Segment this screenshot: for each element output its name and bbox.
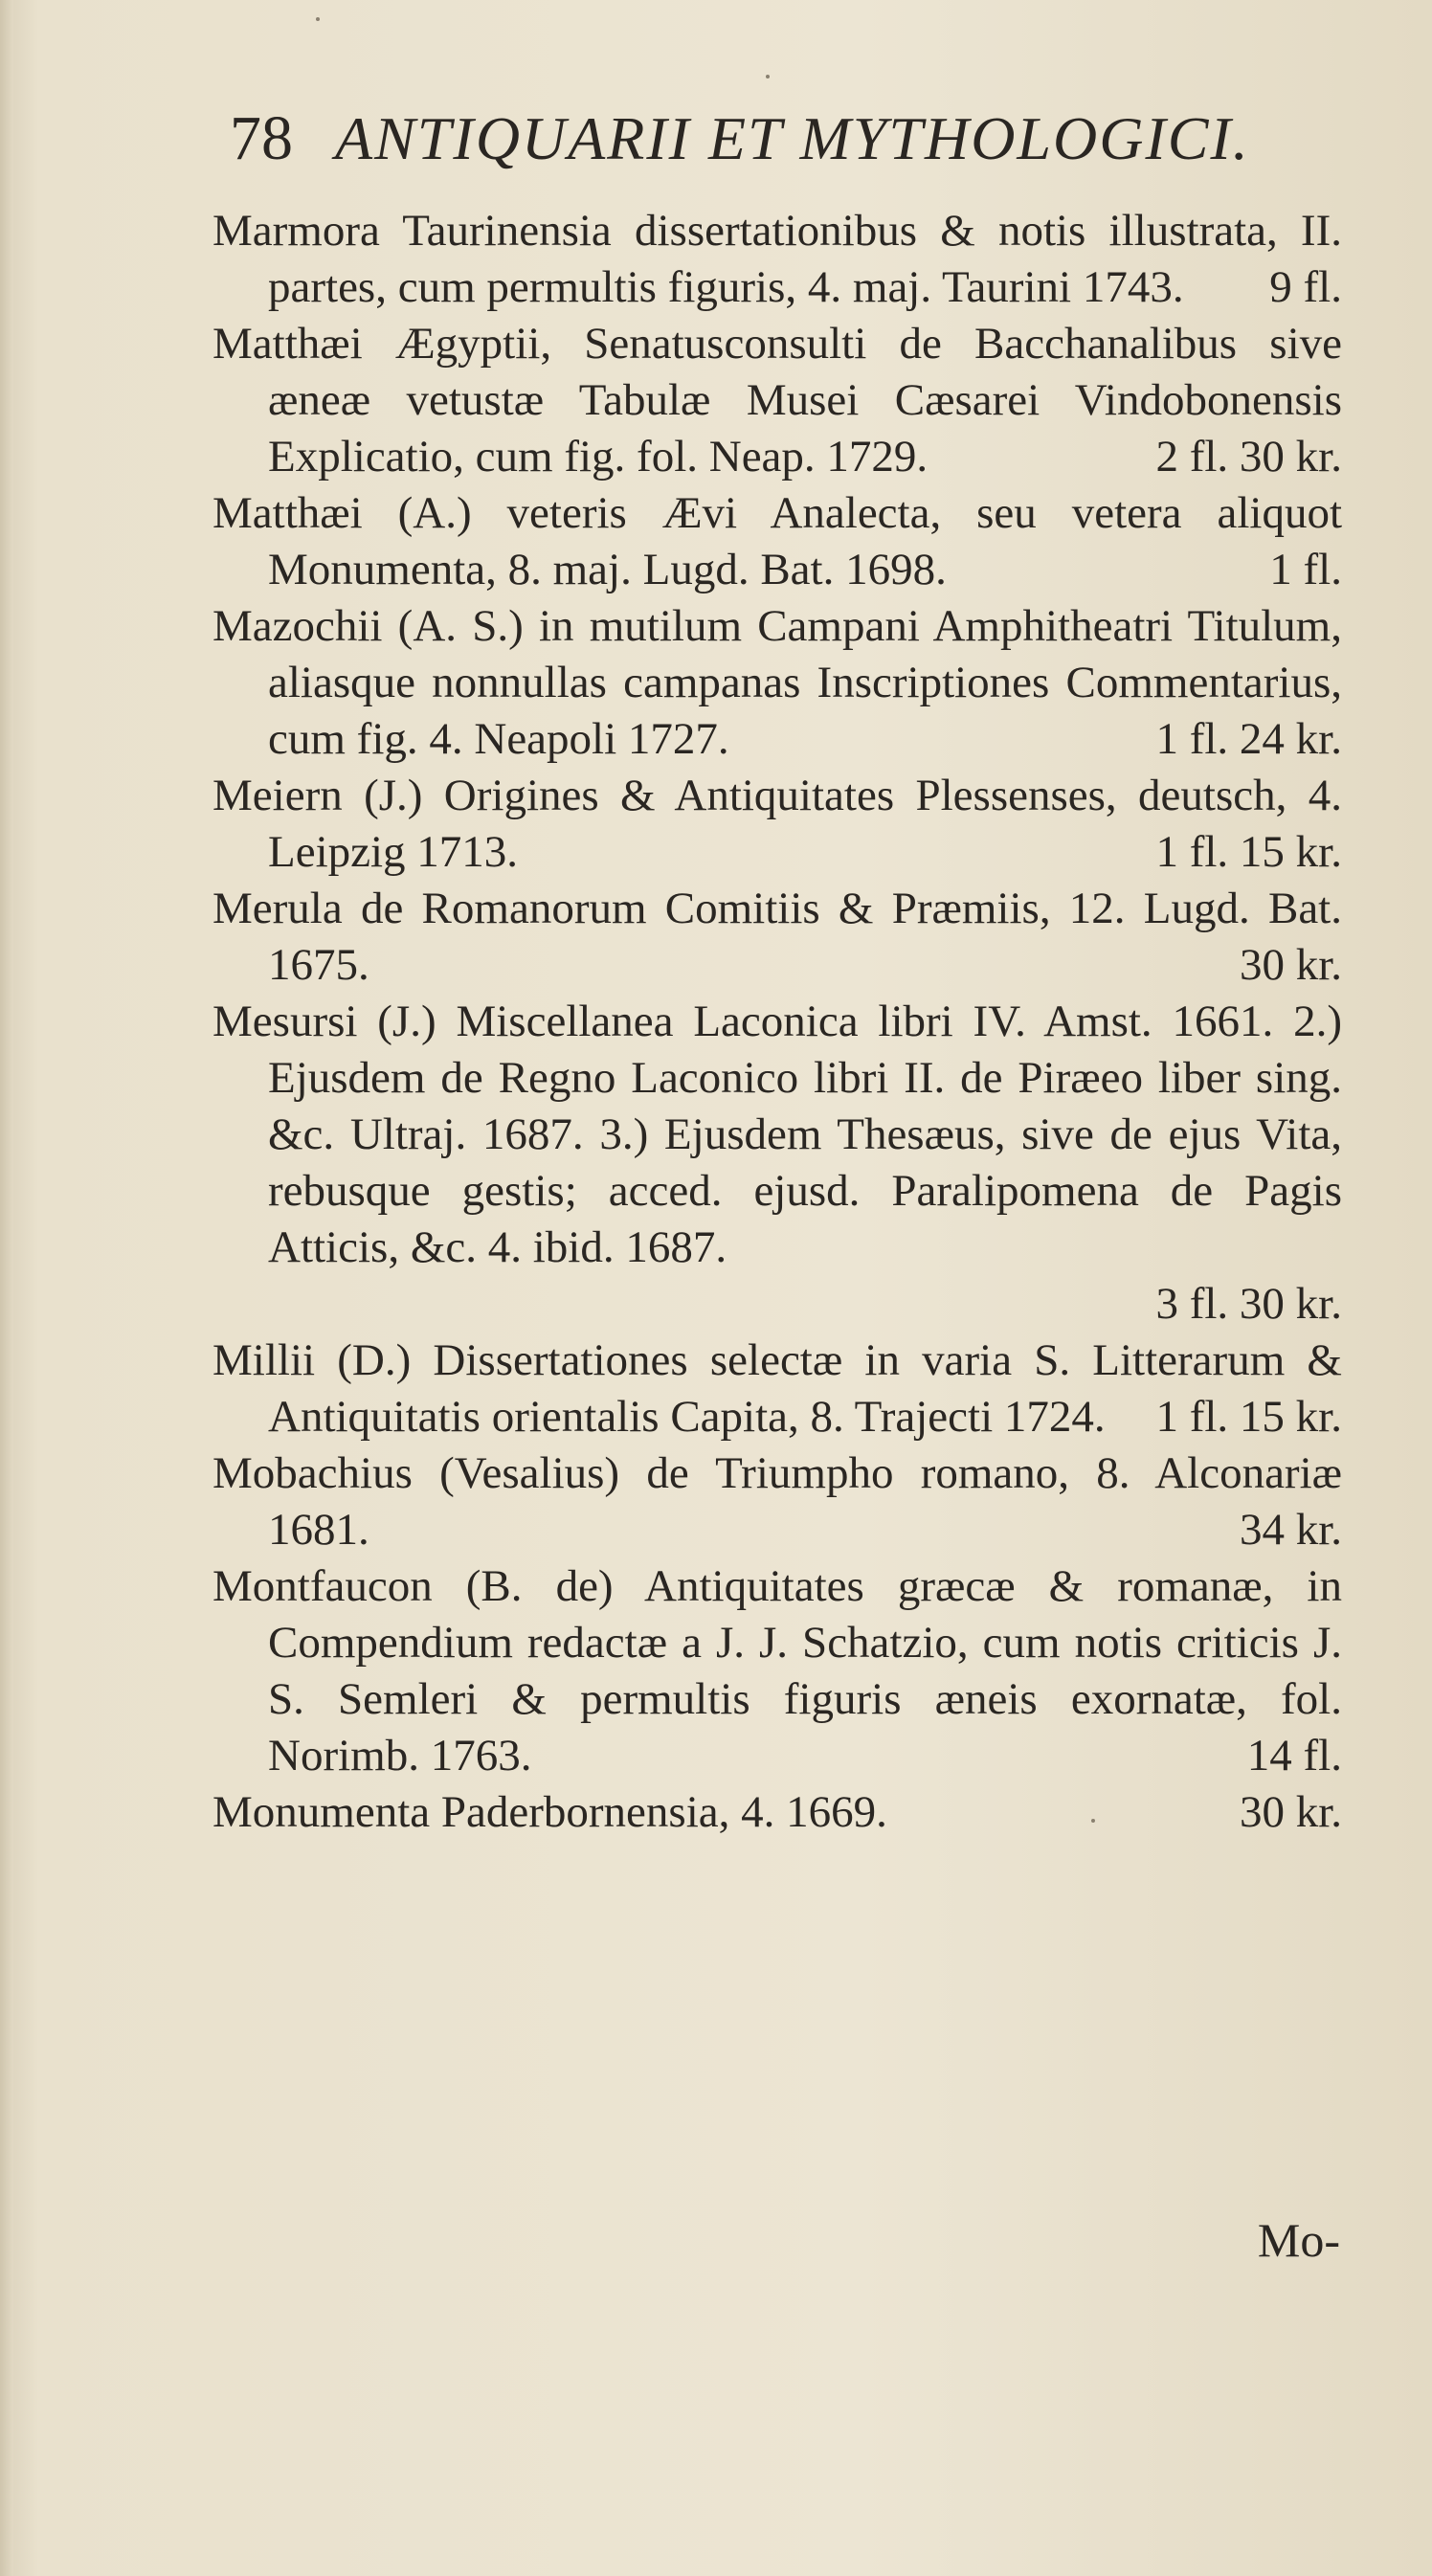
page-gutter (0, 0, 13, 2576)
entry-price: 30 kr. (1239, 940, 1342, 990)
catalog-entry (213, 1445, 1342, 1558)
paper-speck (1091, 1819, 1095, 1823)
entry-price: 30 kr. (1239, 1787, 1342, 1837)
entry-text: Monumenta Paderbornensia, 4. 1669. (213, 1787, 887, 1837)
entry-text: Mobachius (Vesalius) de Triumpho romano, 8. Alconariæ 1681. (213, 1448, 1342, 1555)
catalog-entry (213, 485, 1342, 598)
entry-price: 3 fl. 30 kr. (1155, 1279, 1342, 1329)
catalog-entry (213, 1333, 1342, 1445)
paper-speck (316, 17, 320, 21)
entry-price: 34 kr. (1239, 1505, 1342, 1555)
entry-text: Millii (D.) Dissertationes selectæ in varia S. Litterarum & Antiquitatis orientalis Capita, 8. Trajecti 1724. (213, 1335, 1342, 1442)
entry-text: Meiern (J.) Origines & Antiquitates Plessenses, deutsch, 4. Leipzig 1713. (213, 771, 1342, 877)
page-number: 78 (230, 103, 293, 173)
entry-price: 14 fl. (1246, 1731, 1342, 1781)
entry-price: 1 fl. 15 kr. (1155, 1392, 1342, 1442)
catalog-entries (213, 203, 1342, 1841)
entry-text: Mazochii (A. S.) in mutilum Campani Amphitheatri Titulum, aliasque nonnullas campanas Inscriptiones Commentarius, cum fig. 4. Neapoli 1727. (213, 601, 1342, 764)
entry-text: Mesursi (J.) Miscellanea Laconica libri IV. Amst. 1661. 2.) Ejusdem de Regno Laconico libri II. de Piræeo liber sing. &c. Ultraj. 1687. 3.) Ejusdem Thesæus, sive de ejus Vita, rebusque gestis; acced. ejusd. Paralipomena de Pagis Atticis, &c. 4. ibid. 1687. (213, 997, 1342, 1272)
running-title: ANTIQUARII ET MYTHOLOGICI. (335, 104, 1250, 172)
catalog-entry (213, 598, 1342, 768)
catalog-entry (213, 203, 1342, 316)
entry-text: Merula de Romanorum Comitiis & Præmiis, 12. Lugd. Bat. 1675. (213, 884, 1342, 990)
catalog-entry (213, 1558, 1342, 1784)
catchword: Mo- (1257, 2213, 1340, 2267)
catalog-entry (213, 768, 1342, 881)
entry-price: 1 fl. (1269, 545, 1342, 594)
catalog-entry (213, 1784, 1342, 1841)
entry-text: Matthæi Ægyptii, Senatusconsulti de Bacchanalibus sive æneæ vetustæ Tabulæ Musei Cæsarei Vindobonensis Explicatio, cum fig. fol. Neap. 1729. (213, 319, 1342, 482)
entry-text: Matthæi (A.) veteris Ævi Analecta, seu vetera aliquot Monumenta, 8. maj. Lugd. Bat. 1698. (213, 488, 1342, 594)
entry-price: 2 fl. 30 kr. (1155, 432, 1342, 482)
entry-price: 1 fl. 24 kr. (1155, 714, 1342, 764)
catalog-entry (213, 994, 1342, 1333)
entry-price: 9 fl. (1269, 262, 1342, 312)
catalog-entry (213, 316, 1342, 485)
page-header (230, 96, 1359, 182)
paper-speck (766, 75, 770, 78)
entry-text: Marmora Taurinensia dissertationibus & notis illustrata, II. partes, cum permultis figuris, 4. maj. Taurini 1743. (213, 206, 1342, 312)
catalog-entry (213, 881, 1342, 994)
entry-price: 1 fl. 15 kr. (1155, 827, 1342, 877)
entry-text: Montfaucon (B. de) Antiquitates græcæ & romanæ, in Compendium redactæ a J. J. Schatzio, cum notis criticis J. S. Semleri & permultis figuris æneis exornatæ, fol. Norimb. 1763. (213, 1561, 1342, 1781)
